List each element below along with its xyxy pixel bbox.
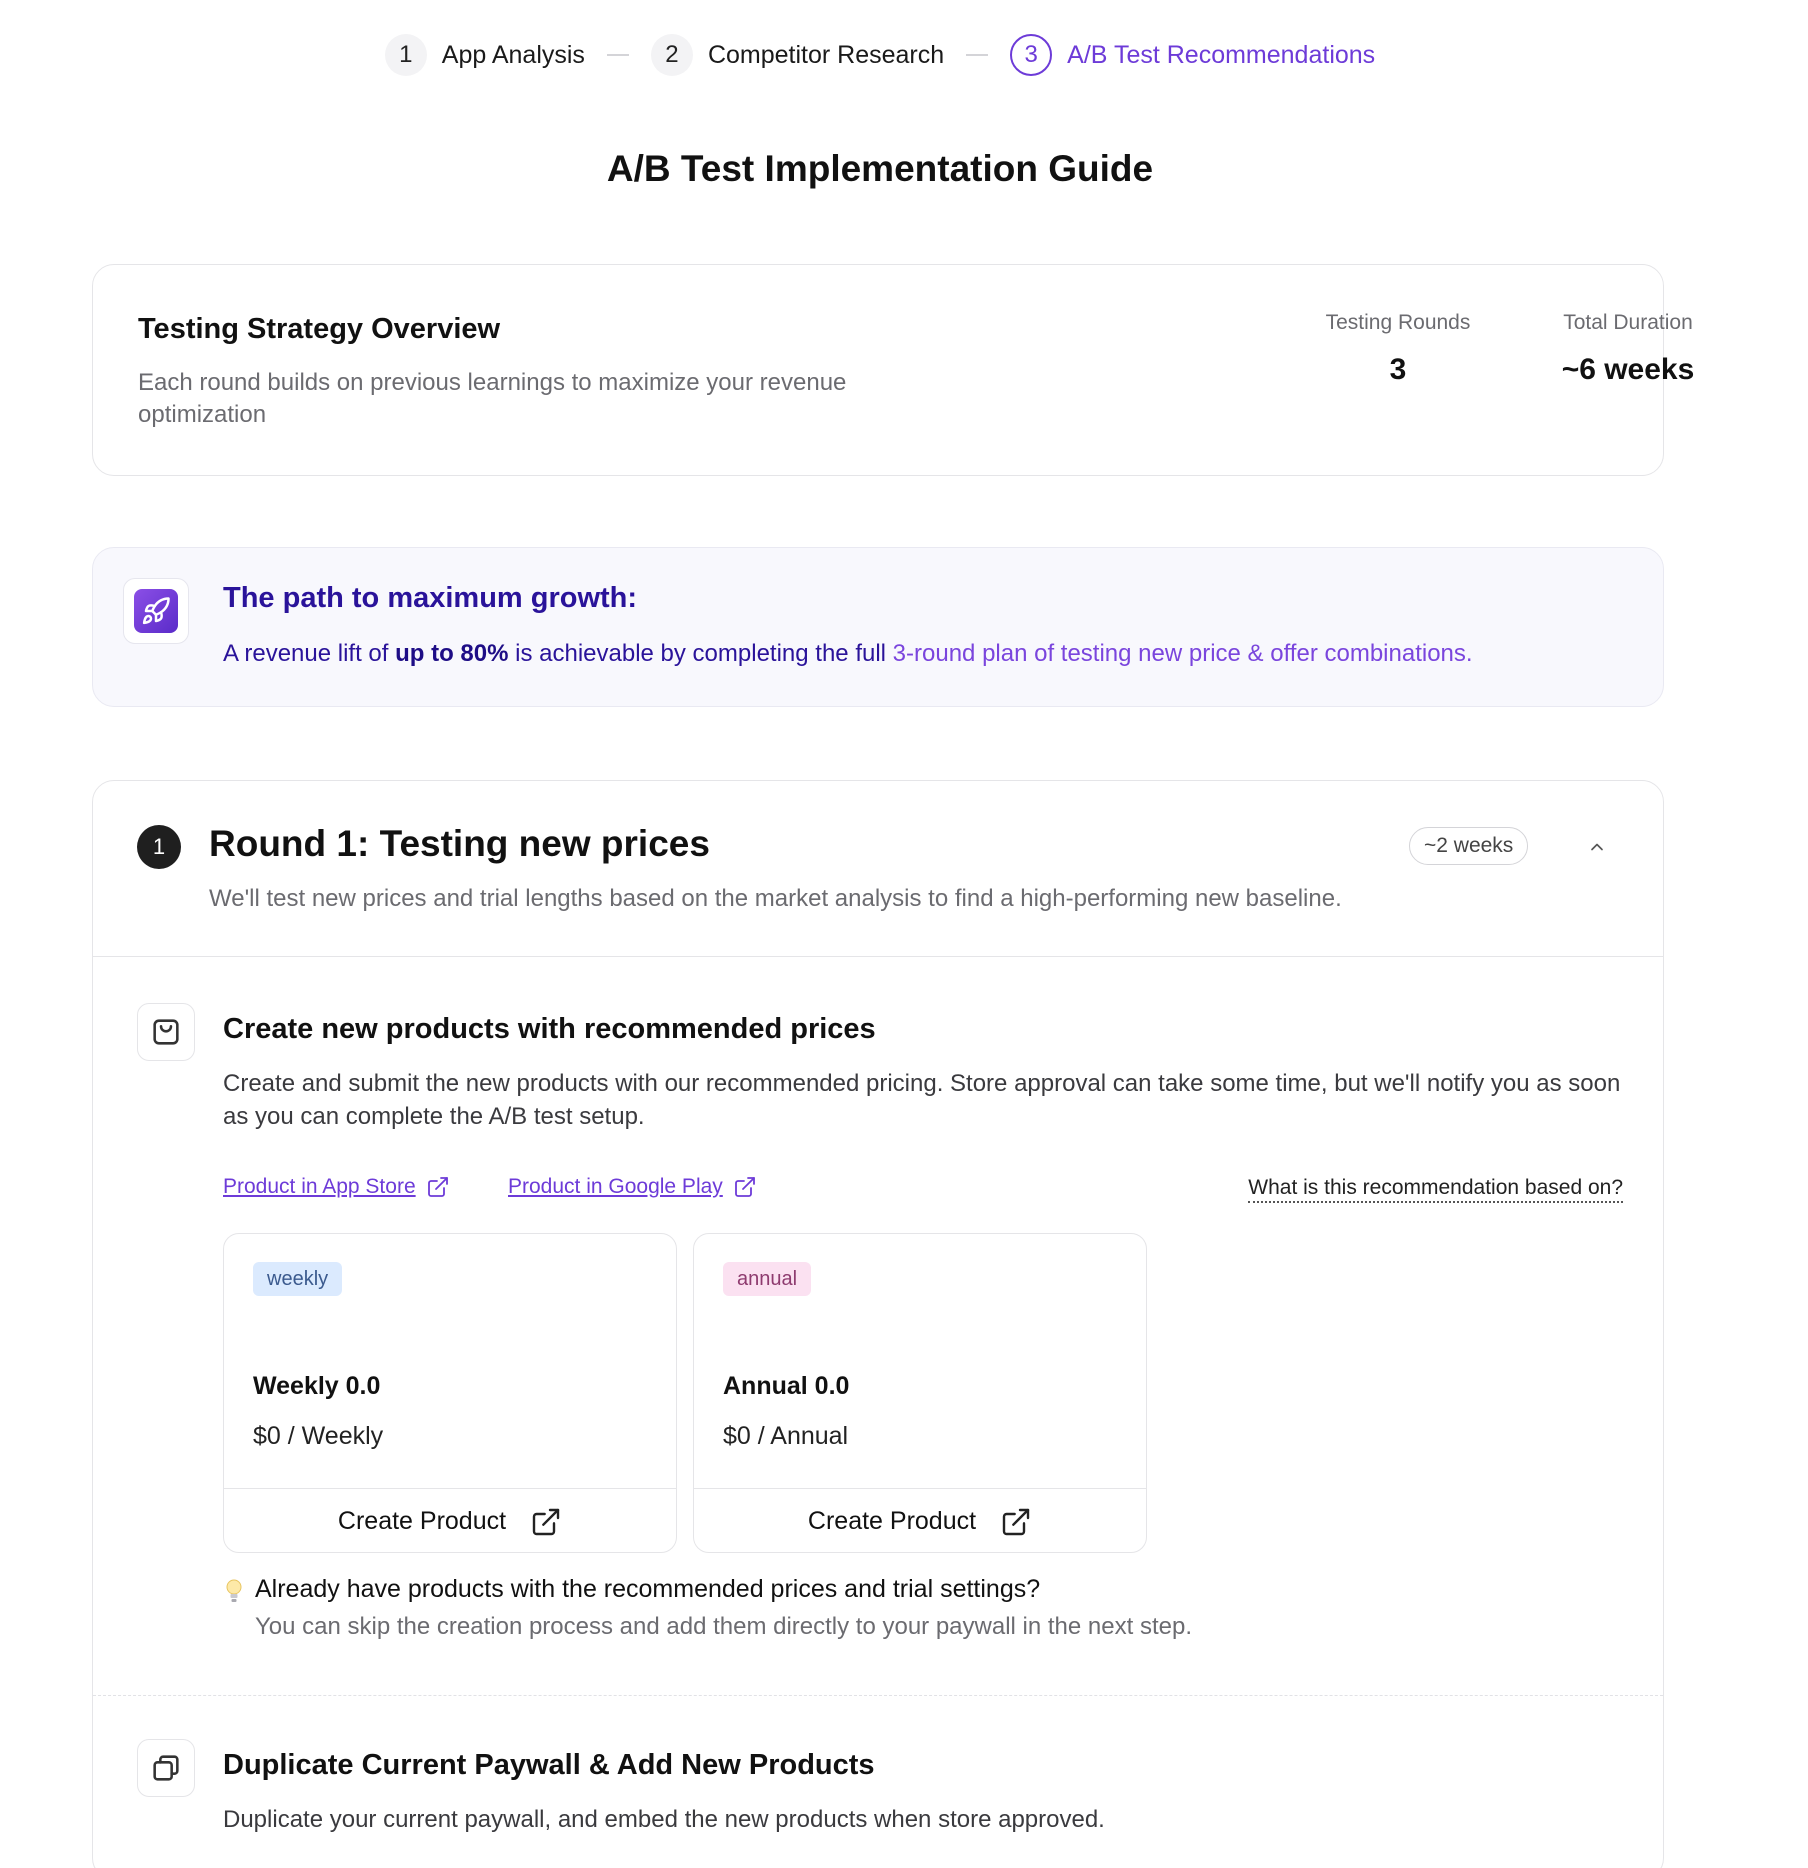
product-tag: annual — [723, 1262, 811, 1296]
rocket-icon — [134, 589, 178, 633]
task-create-products-title: Create new products with recommended prices — [223, 1013, 876, 1045]
product-in-app-store-link[interactable] — [223, 1175, 450, 1199]
external-link-icon — [426, 1175, 450, 1199]
step-competitor-research[interactable] — [651, 34, 944, 76]
copy-icon — [137, 1739, 195, 1797]
external-link-icon — [733, 1175, 757, 1199]
step-label: Competitor Research — [707, 40, 945, 69]
growth-msg-highlight: 3-round plan of testing new price & offer combinations. — [892, 640, 1473, 667]
create-product-label: Create Product — [337, 1507, 507, 1535]
growth-msg-prefix: A revenue lift of — [223, 640, 396, 667]
step-number: 3 — [1010, 34, 1052, 76]
rocket-icon-box — [123, 578, 189, 644]
round-1-header[interactable] — [93, 781, 1663, 957]
testing-rounds-value: 3 — [1389, 353, 1407, 386]
app-store-link-label: Product in App Store — [223, 1175, 416, 1198]
total-duration-label: Total Duration — [1563, 311, 1693, 334]
step-ab-test-recommendations[interactable] — [1010, 34, 1375, 76]
external-link-icon — [1000, 1506, 1032, 1538]
round-number-badge: 1 — [137, 825, 181, 869]
product-price: $0 / Annual — [723, 1422, 849, 1450]
round-description: We'll test new prices and trial lengths based on the market analysis to find a high-performing new baseline. — [209, 885, 1342, 912]
round-duration-badge: ~2 weeks — [1409, 827, 1528, 865]
product-tag: weekly — [253, 1262, 342, 1296]
overview-title: Testing Strategy Overview — [138, 313, 501, 345]
round-1-card — [92, 780, 1664, 1868]
create-product-button[interactable] — [694, 1488, 1146, 1554]
step-number: 1 — [385, 34, 427, 76]
task-create-products-description: Create and submit the new products with our recommended pricing. Store approval can take some time, but we'll notify you as soon as you can complete the A/B test setup. — [223, 1070, 1621, 1130]
product-price: $0 / Weekly — [253, 1422, 384, 1450]
create-product-label: Create Product — [807, 1507, 977, 1535]
testing-rounds-stat — [1293, 311, 1503, 387]
growth-message — [223, 640, 1473, 668]
growth-title: The path to maximum growth: — [223, 582, 638, 614]
page-title: A/B Test Implementation Guide — [606, 148, 1154, 189]
product-card-annual — [693, 1233, 1147, 1553]
step-number: 2 — [651, 34, 693, 76]
recommendation-basis-link[interactable]: What is this recommendation based on? — [1248, 1175, 1623, 1203]
tip-question: Already have products with the recommended prices and trial settings? — [255, 1575, 1041, 1603]
step-app-analysis[interactable] — [385, 34, 585, 76]
growth-msg-bold: up to 80% — [395, 640, 509, 667]
product-links-row — [223, 1175, 1623, 1209]
overview-description: Each round builds on previous learnings to maximize your revenue optimization — [138, 369, 847, 428]
create-product-button[interactable] — [224, 1488, 676, 1554]
google-play-link-label: Product in Google Play — [508, 1175, 723, 1198]
step-separator — [966, 54, 988, 56]
lightbulb-icon — [223, 1577, 245, 1605]
shopping-bag-icon — [137, 1003, 195, 1061]
round-title: Round 1: Testing new prices — [209, 823, 710, 864]
external-link-icon — [530, 1506, 562, 1538]
growth-banner — [92, 547, 1664, 707]
product-card-weekly — [223, 1233, 677, 1553]
stepper — [0, 34, 1760, 76]
total-duration-stat — [1523, 311, 1733, 387]
growth-msg-mid: is achievable by completing the full — [508, 640, 893, 667]
step-separator — [607, 54, 629, 56]
chevron-up-icon[interactable] — [1585, 835, 1609, 859]
step-label: App Analysis — [441, 40, 585, 69]
task-duplicate-paywall-description: Duplicate your current paywall, and embed the new products when store approved. — [223, 1806, 1105, 1833]
task-duplicate-paywall-title: Duplicate Current Paywall & Add New Products — [223, 1749, 875, 1781]
total-duration-value: ~6 weeks — [1561, 353, 1695, 386]
testing-rounds-label: Testing Rounds — [1325, 311, 1471, 334]
product-name: Annual 0.0 — [723, 1372, 850, 1400]
task-divider — [93, 1695, 1663, 1696]
testing-strategy-overview-card — [92, 264, 1695, 476]
product-in-google-play-link[interactable] — [508, 1175, 757, 1199]
product-name: Weekly 0.0 — [253, 1372, 381, 1400]
tip-answer: You can skip the creation process and add them directly to your paywall in the next step. — [255, 1613, 1192, 1640]
step-label: A/B Test Recommendations — [1067, 40, 1376, 69]
